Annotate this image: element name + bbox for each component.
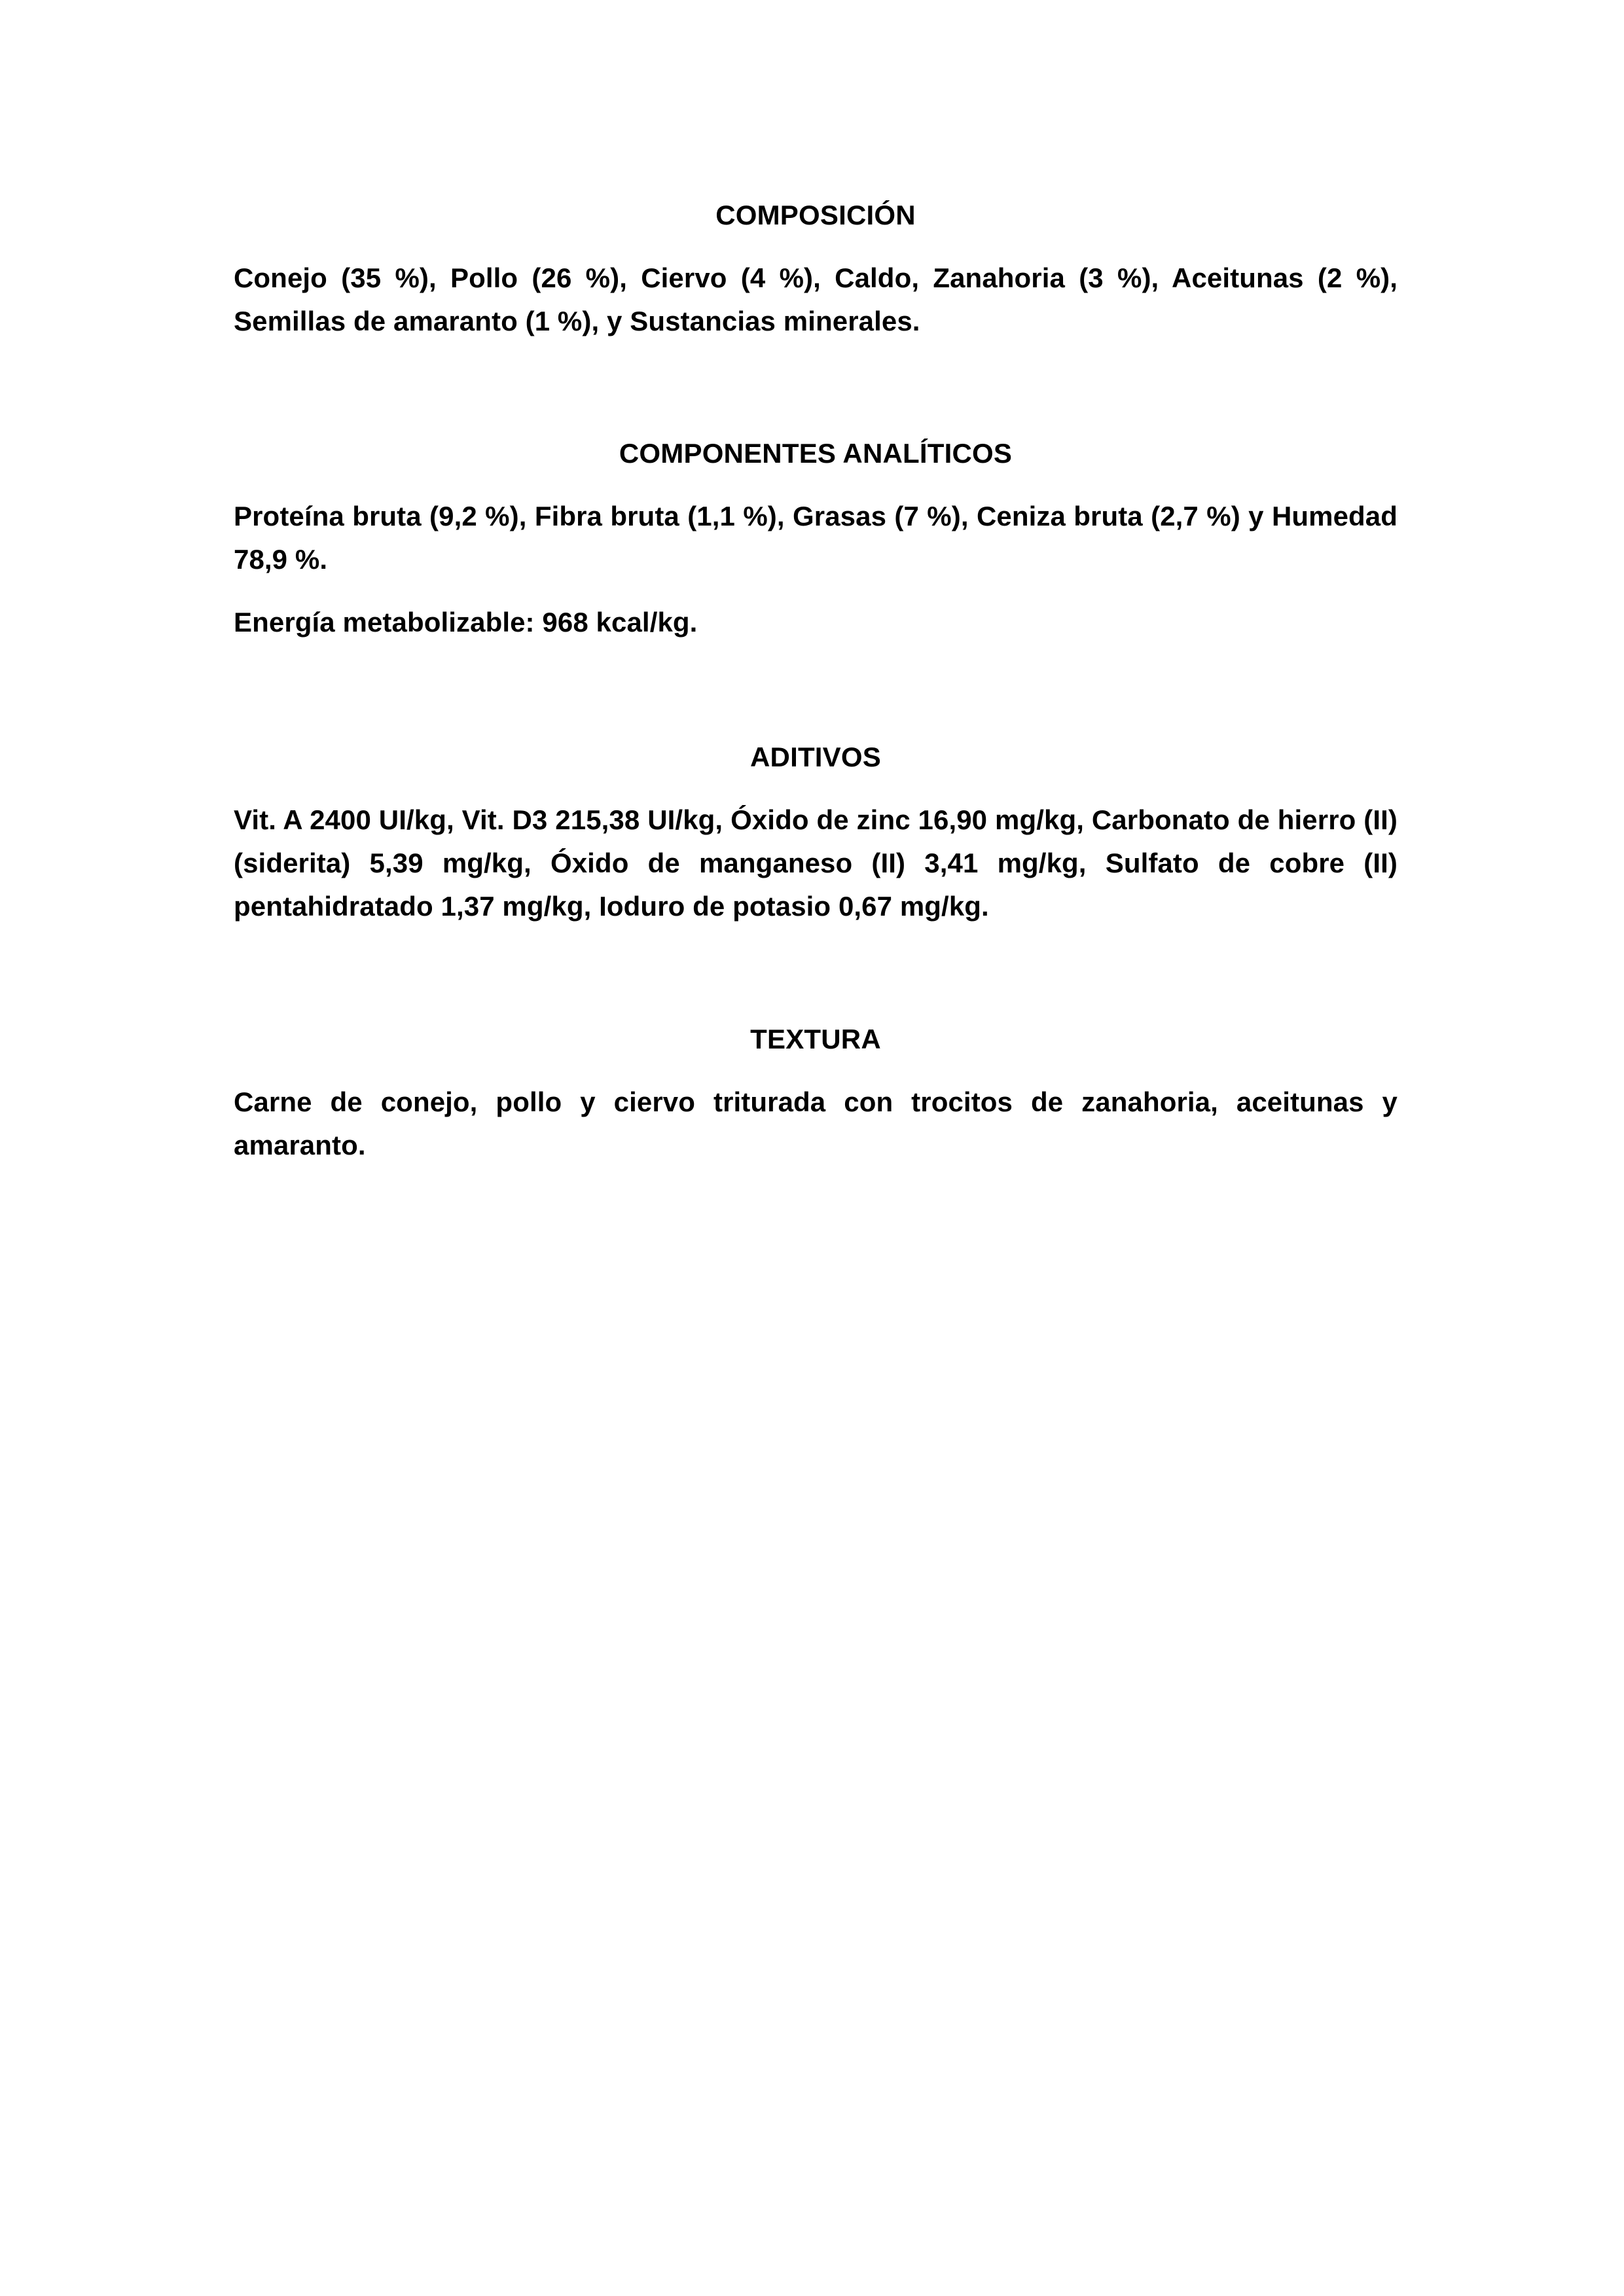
section-paragraph: Conejo (35 %), Pollo (26 %), Ciervo (4 %), Caldo, Zanahoria (3 %), Aceitunas (2 %), Semillas de amaranto (1 %), y Sustancias minerales. [234, 262, 1398, 336]
section-heading: COMPOSICIÓN [715, 200, 916, 230]
section-heading: ADITIVOS [750, 742, 881, 772]
section-heading: TEXTURA [750, 1024, 881, 1054]
section-heading: COMPONENTES ANALÍTICOS [619, 438, 1013, 469]
section-composicion [234, 194, 1398, 343]
section-paragraph: Proteína bruta (9,2 %), Fibra bruta (1,1 %), Grasas (7 %), Ceniza bruta (2,7 %) y Humedad 78,9 %. [234, 501, 1398, 575]
section-textura [234, 1018, 1398, 1167]
section-paragraph: Carne de conejo, pollo y ciervo triturada con trocitos de zanahoria, aceitunas y amaranto. [234, 1086, 1398, 1160]
section-aditivos [234, 736, 1398, 928]
section-paragraph: Energía metabolizable: 968 kcal/kg. [234, 607, 698, 637]
section-paragraph: Vit. A 2400 UI/kg, Vit. D3 215,38 UI/kg, Óxido de zinc 16,90 mg/kg, Carbonato de hierro (II) (siderita) 5,39 mg/kg, Óxido de manganeso (II) 3,41 mg/kg, Sulfato de cobre (II) pentahidratado 1,37 mg/kg, Ioduro de potasio 0,67 mg/kg. [234, 804, 1398, 922]
section-componentes-analiticos [234, 432, 1398, 644]
